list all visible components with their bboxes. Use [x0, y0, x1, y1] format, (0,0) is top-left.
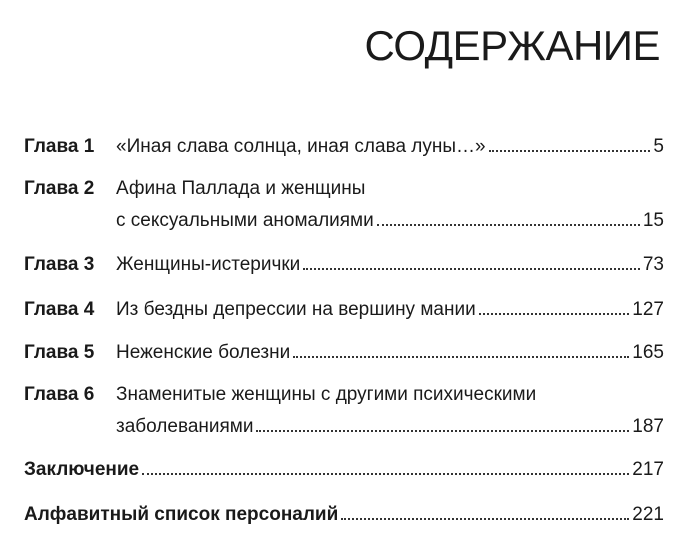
dot-leader	[489, 150, 651, 152]
entry-title: Заключение	[24, 459, 140, 480]
dot-leader	[142, 473, 629, 475]
entry-line	[116, 204, 664, 238]
chapter-label: Глава 1	[24, 136, 95, 157]
page-number: 127	[632, 299, 664, 320]
dot-leader	[341, 518, 629, 520]
page-number: 73	[642, 254, 664, 275]
entry-line	[24, 453, 664, 487]
entry-title: Из бездны депрессии на вершину мании	[116, 299, 476, 320]
dot-leader	[479, 313, 630, 315]
dot-leader	[303, 268, 640, 270]
page-number: 165	[632, 342, 664, 363]
page-number: 5	[653, 136, 664, 157]
entry-title: Алфавитный список персоналий	[24, 504, 339, 525]
page-title: СОДЕРЖАНИЕ	[364, 22, 660, 69]
page-number: 217	[632, 459, 664, 480]
entry-title: Афина Паллада и женщины	[116, 178, 366, 199]
entry-title-continued: заболеваниями	[116, 416, 254, 437]
entry-line	[116, 130, 664, 164]
entry-title: Неженские болезни	[116, 342, 291, 363]
dot-leader	[377, 224, 640, 226]
entry-line	[116, 293, 664, 327]
chapter-label: Глава 5	[24, 342, 95, 363]
chapter-label: Глава 3	[24, 254, 95, 275]
dot-leader	[293, 356, 629, 358]
entry-title-continued: с сексуальными аномалиями	[116, 210, 374, 231]
page-number: 15	[642, 210, 664, 231]
chapter-label: Глава 2	[24, 178, 95, 199]
page-number: 187	[632, 416, 664, 437]
entry-line	[24, 498, 664, 532]
entry-line	[116, 248, 664, 282]
entry-line	[116, 172, 664, 206]
chapter-label: Глава 4	[24, 299, 95, 320]
page-number: 221	[632, 504, 664, 525]
entry-title: Знаменитые женщины с другими психическими	[116, 384, 537, 405]
entry-line	[116, 378, 664, 412]
entry-line	[116, 410, 664, 444]
entry-title: «Иная слава солнца, иная слава луны…»	[116, 136, 486, 157]
entry-line	[116, 336, 664, 370]
chapter-label: Глава 6	[24, 384, 95, 405]
entry-title: Женщины-истерички	[116, 254, 301, 275]
dot-leader	[256, 430, 629, 432]
